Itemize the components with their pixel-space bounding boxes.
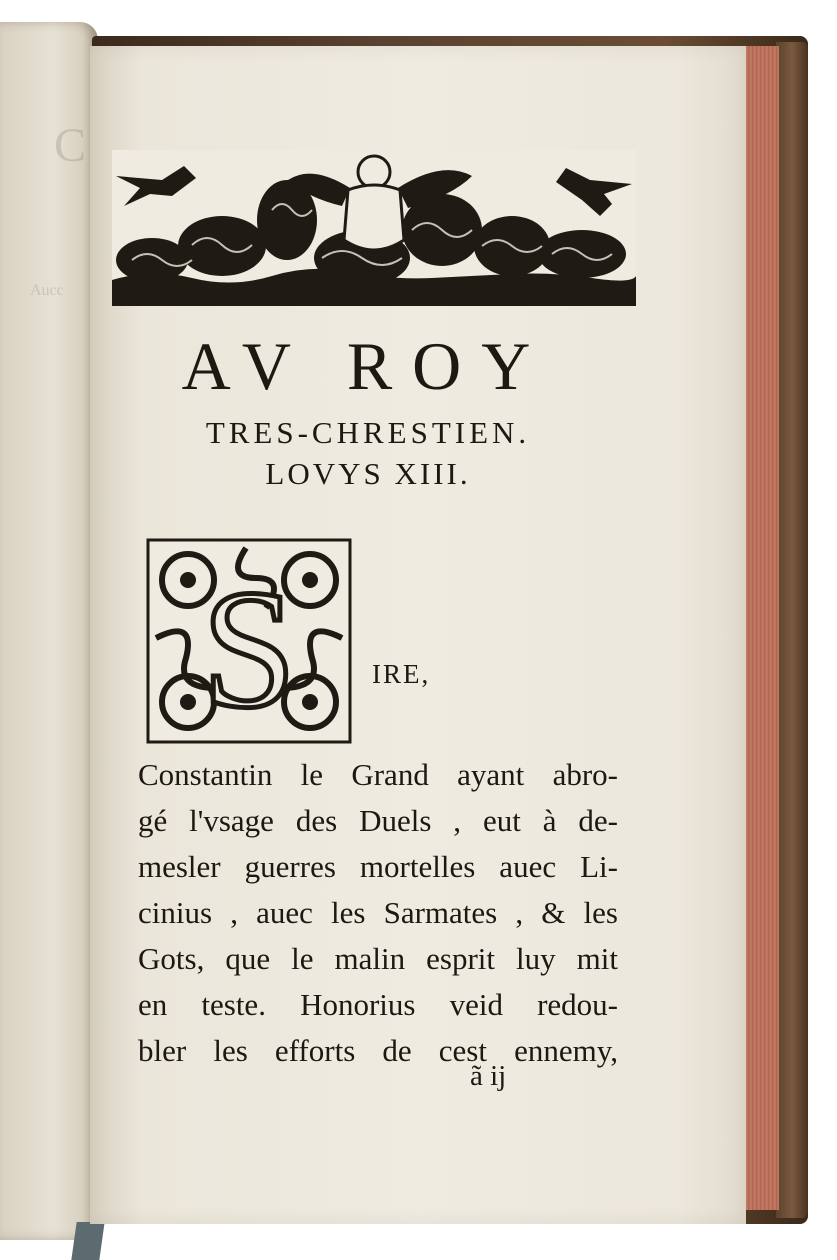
headpiece-ornament xyxy=(112,150,636,306)
ribbon-bookmark xyxy=(71,1222,104,1260)
dedication-line-2: LOVYS XIII. xyxy=(265,456,471,491)
body-line: Constantin le Grand ayant abro- xyxy=(138,757,618,792)
book-cover-edge xyxy=(776,42,808,1218)
dropcap-letter: S xyxy=(201,555,297,743)
body-line: en teste. Honorius veid redou- xyxy=(138,987,618,1022)
dropcap-ornament xyxy=(146,538,352,744)
dedication-line-1: TRES-CHRESTIEN. xyxy=(205,415,531,450)
body-text xyxy=(138,752,618,1074)
body-line: Gots, que le malin esprit luy mit xyxy=(138,941,618,976)
bleed-through-text: C xyxy=(54,119,87,172)
body-line: cinius , auec les Sarmates , & les xyxy=(138,895,618,930)
salutation: IRE, xyxy=(372,659,431,689)
body-line: bler les efforts de cest ennemy, xyxy=(138,1033,618,1068)
body-line: mesler guerres mortelles auec Li- xyxy=(138,849,618,884)
facing-page-left xyxy=(0,22,98,1240)
page-title: AV ROY xyxy=(181,328,551,404)
signature-mark: ã ij xyxy=(470,1060,507,1092)
bleed-through-text: Aucc xyxy=(30,282,64,299)
body-line: gé l'vsage des Duels , eut à de- xyxy=(138,803,618,838)
